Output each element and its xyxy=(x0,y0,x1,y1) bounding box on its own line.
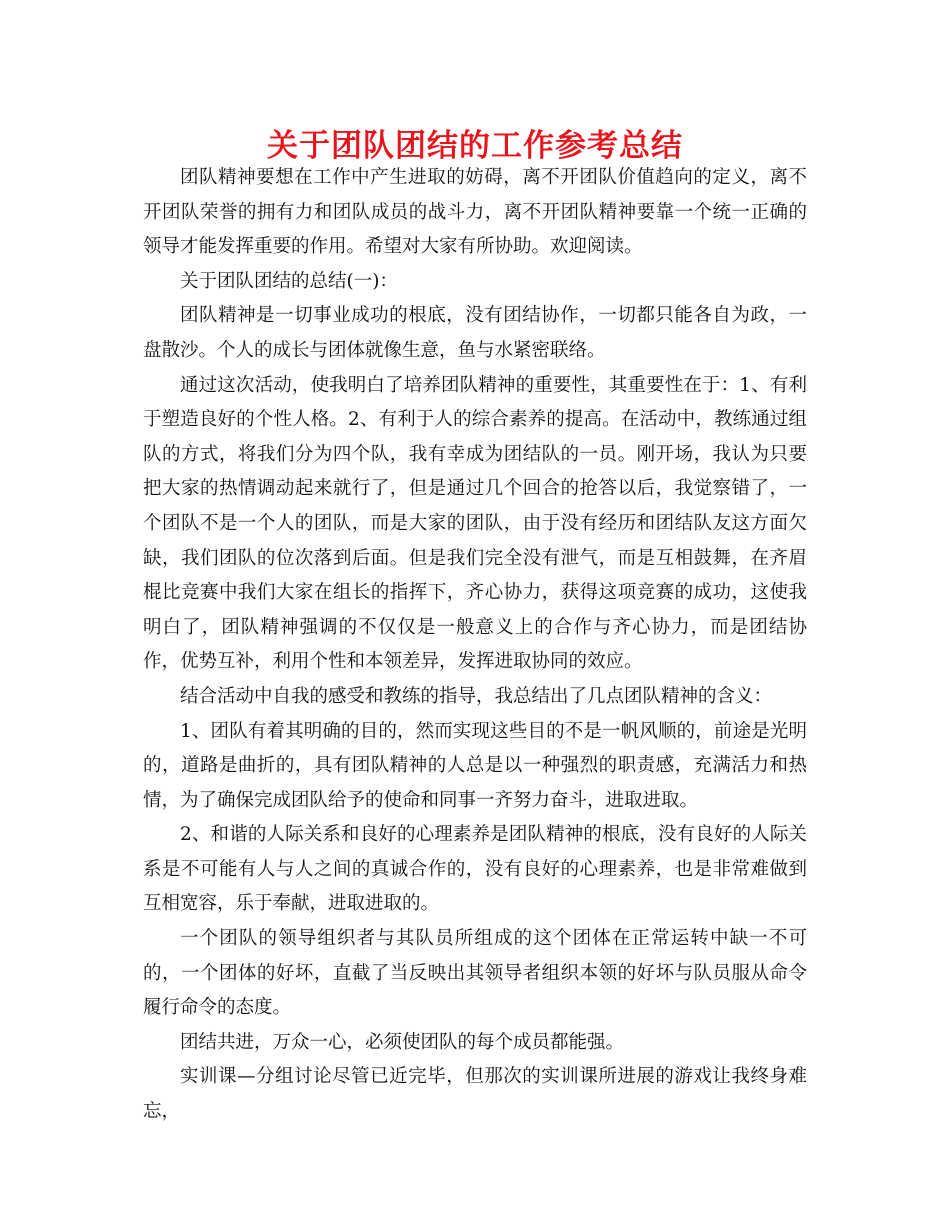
paragraph: 1、团队有着其明确的目的，然而实现这些目的不是一帆风顺的，前途是光明的，道路是曲折的，具有团队精神的人总是以一种强烈的职责感，充满活力和热情，为了确保完成团队给予的使命和同事一齐努力奋斗，进取进取。 xyxy=(143,720,807,811)
document-title: 关于团队团结的工作参考总结 xyxy=(267,128,683,164)
paragraph: 通过这次活动，使我明白了培养团队精神的重要性，其重要性在于：1、有利于塑造良好的个性人格。2、有利于人的综合素养的提高。在活动中，教练通过组队的方式，将我们分为四个队，我有幸成为团结队的一员。刚开场，我认为只要把大家的热情调动起来就行了，但是通过几个回合的抢答以后，我觉察错了，一个团队不是一个人的团队，而是大家的团队，由于没有经历和团结队友这方面欠缺，我们团队的位次落到后面。但是我们完全没有泄气，而是互相鼓舞，在齐眉棍比竞赛中我们大家在组长的指挥下，齐心协力，获得这项竞赛的成功，这使我明白了，团队精神强调的不仅仅是一般意义上的合作与齐心协力，而是团结协作，优势互补，利用个性和本领差异，发挥进取协同的效应。 xyxy=(143,374,807,673)
paragraph: 关于团队团结的总结(一)： xyxy=(180,270,398,292)
document-body xyxy=(143,161,807,1130)
paragraph: 2、和谐的人际关系和良好的心理素养是团队精神的根底，没有良好的人际关系是不可能有人与人之间的真诚合作的，没有良好的心理素养，也是非常难做到互相宽容，乐于奉献，进取进取的。 xyxy=(143,824,807,915)
paragraph: 实训课—分组讨论尽管已近完毕，但那次的实训课所进展的游戏让我终身难忘， xyxy=(143,1066,807,1123)
paragraph: 团队精神要想在工作中产生进取的妨碍，离不开团队价值趋向的定义，离不开团队荣誉的拥有力和团队成员的战斗力，离不开团队精神要靠一个统一正确的领导才能发挥重要的作用。希望对大家有所协助。欢迎阅读。 xyxy=(143,167,807,258)
paragraph: 一个团队的领导组织者与其队员所组成的这个团体在正常运转中缺一不可的，一个团体的好坏，直截了当反映出其领导者组织本领的好坏与队员服从命令履行命令的态度。 xyxy=(143,928,807,1019)
paragraph: 团队精神是一切事业成功的根底，没有团结协作，一切都只能各自为政，一盘散沙。个人的成长与团体就像生意，鱼与水紧密联络。 xyxy=(143,305,807,361)
paragraph: 团结共进，万众一心，必须使团队的每个成员都能强。 xyxy=(180,1031,625,1053)
paragraph: 结合活动中自我的感受和教练的指导，我总结出了几点团队精神的含义： xyxy=(180,685,773,707)
